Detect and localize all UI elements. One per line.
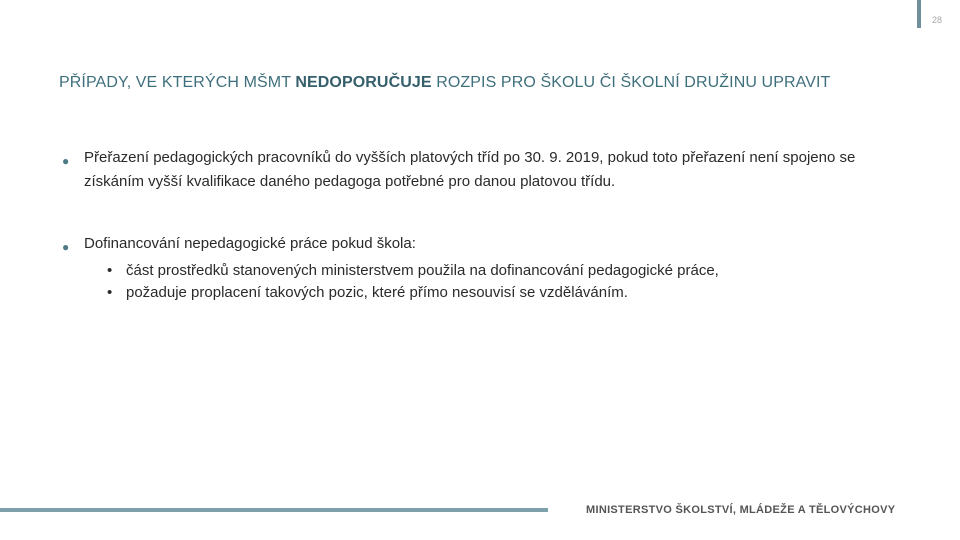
sub-bullet-list: [84, 260, 902, 304]
bullet-dot-icon: ●: [62, 240, 70, 254]
slide-title: [59, 74, 909, 92]
ministry-logo-text: MINISTERSTVO ŠKOLSTVÍ, MLÁDEŽE A TĚLOVÝCHOVY: [586, 504, 896, 516]
title-text-after: ROZPIS PRO ŠKOLU ČI ŠKOLNÍ DRUŽINU UPRAVIT: [431, 74, 831, 91]
sub-bullet-item: [104, 260, 902, 282]
bullet-item: [62, 146, 902, 194]
sub-bullet-dot-icon: •: [107, 284, 113, 301]
bullet-text: Přeřazení pedagogických pracovníků do vyšších platových tříd po 30. 9. 2019, pokud toto přeřazení není spojeno se získáním vyšší kvalifikace daného pedagoga potřebné pro danou platovou třídu.: [84, 149, 856, 190]
bullet-list: [62, 146, 902, 304]
page-number: 28: [932, 15, 943, 25]
bullet-text: Dofinancování nepedagogické práce pokud škola:: [84, 235, 416, 252]
sub-bullet-item: [104, 282, 902, 304]
footer-divider: [0, 508, 548, 512]
title-emphasis: NEDOPORUČUJE: [295, 74, 432, 91]
bullet-item: [62, 232, 902, 304]
bullet-dot-icon: ●: [62, 154, 70, 168]
title-text-before: PŘÍPADY, VE KTERÝCH MŠMT: [59, 74, 296, 91]
sub-bullet-text: požaduje proplacení takových pozic, které přímo nesouvisí se vzděláváním.: [126, 284, 628, 301]
sub-bullet-text: část prostředků stanovených ministerstvem použila na dofinancování pedagogické práce,: [126, 262, 719, 279]
page-number-accent-bar: [917, 0, 921, 28]
sub-bullet-dot-icon: •: [107, 262, 113, 279]
